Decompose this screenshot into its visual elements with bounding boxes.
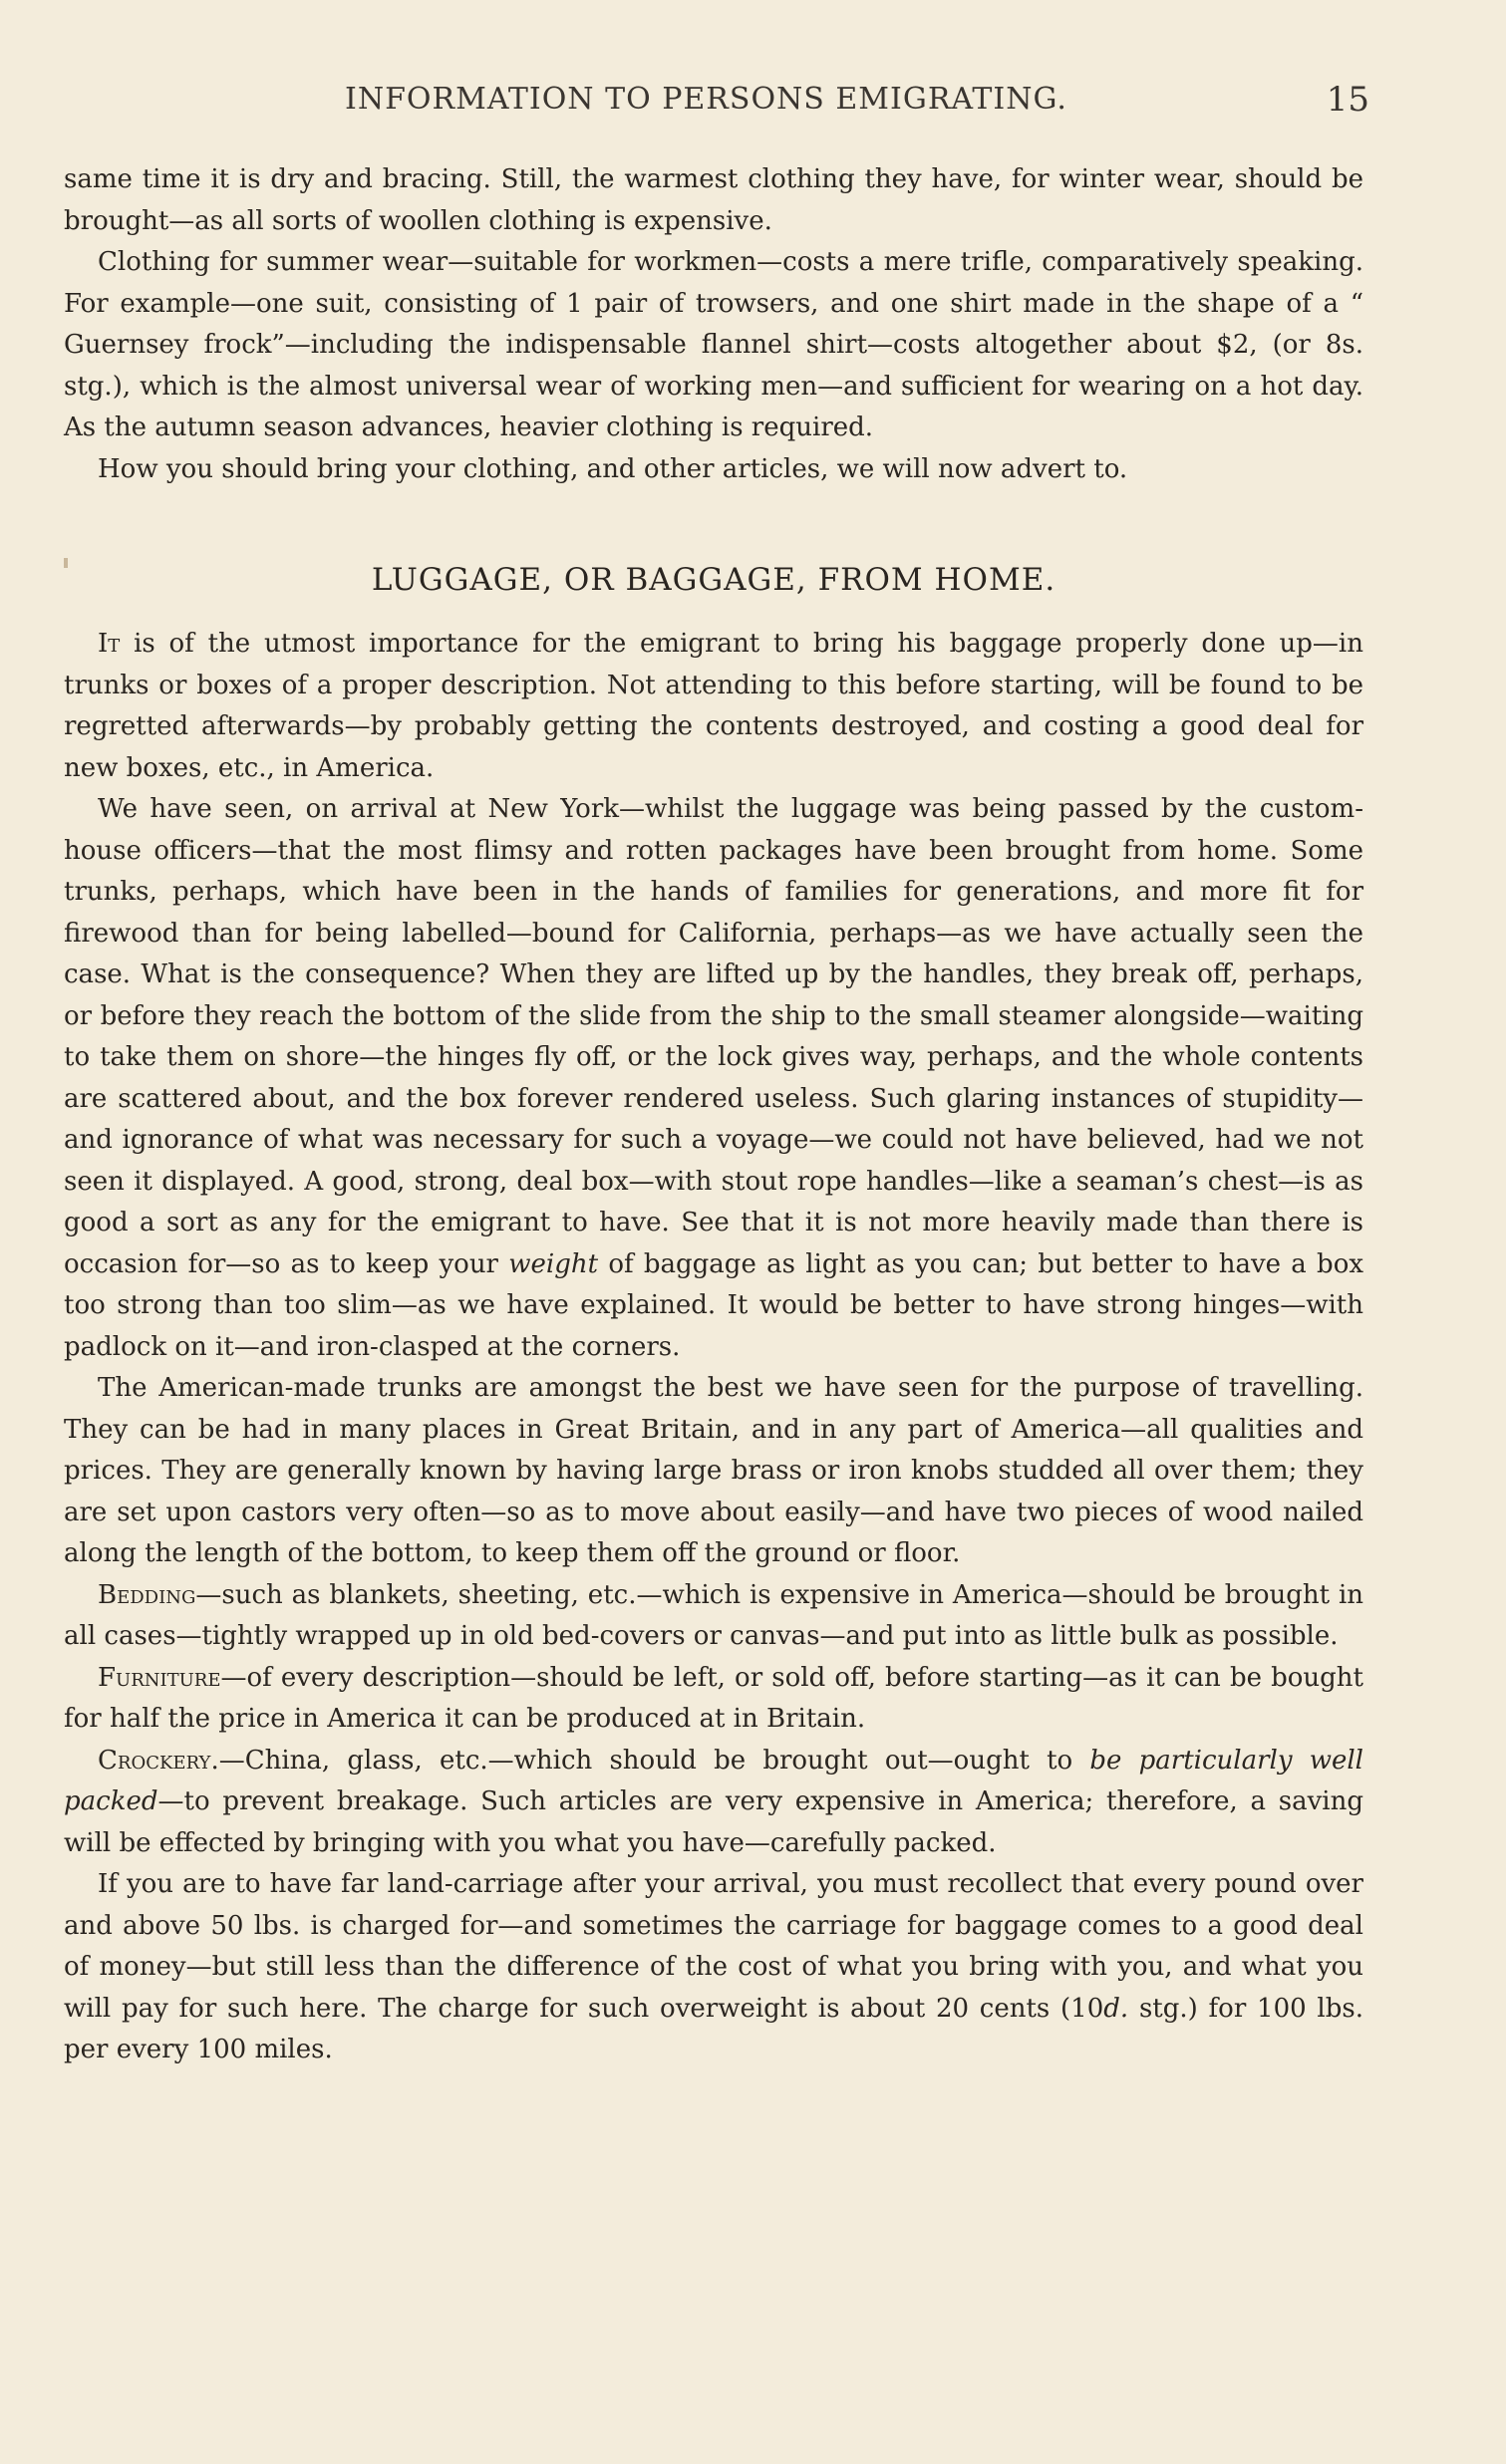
- emphasis-text: be particularly well packed: [64, 1745, 1363, 1816]
- book-page: [64, 0, 1369, 2464]
- paragraph-furniture: [64, 1658, 1363, 1741]
- emphasis-text: weight: [508, 1248, 599, 1279]
- lead-word: Furniture: [98, 1662, 221, 1693]
- page-number: 15: [1326, 80, 1369, 120]
- running-title: INFORMATION TO PERSONS EMIGRATING.: [345, 82, 1067, 117]
- paragraph-text: —China, glass, etc.—which should be brought out—ought to: [218, 1745, 1090, 1776]
- paragraph-text: stg.) for 100 lbs. per every 100 miles.: [64, 1993, 1363, 2064]
- paragraph-clothing-transition: How you should bring your clothing, and other articles, we will now advert to.: [98, 453, 1128, 484]
- section-heading: LUGGAGE, OR BAGGAGE, FROM HOME.: [371, 562, 1056, 598]
- paragraph-text: is of the utmost importance for the emigrant to bring his baggage properly done up—in trunks or boxes of a proper description. Not attending to this before starting, will be found to be regretted afterwards—by probably getting the contents destroyed, and costing a good deal for new boxes, etc., in America.: [64, 629, 1363, 783]
- paragraph-bedding: [64, 1575, 1363, 1658]
- lead-word: It: [98, 629, 121, 659]
- paragraph-text: —to prevent breakage. Such articles are very expensive in America; therefore, a saving will be effected by bringing with you what you have—carefully packed.: [64, 1786, 1363, 1858]
- running-head: [64, 80, 1369, 132]
- paragraph-land-carriage: [64, 1864, 1363, 2071]
- paragraph-text: We have seen, on arrival at New York—whilst the luggage was being passed by the custom-house officers—that the most flimsy and rotten packages have been brought from home. Some trunks, perhaps, which have been in the hands of families for generations, and more fit for firewood than for being labelled—bound for California, perhaps—as we have actually seen the case. What is the consequence? When they are lifted up by the handles, they break off, perhaps, or before they reach the bottom of the slide from the ship to the small steamer alongside—waiting to take them on shore—the hinges fly off, or the lock gives way, perhaps, and the whole contents are scattered about, and the box forever rendered useless. Such glaring instances of stupidity—and ignorance of what was necessary for such a voyage—we could not have believed, had we not seen it displayed. A good, strong, deal box—with stout rope handles—like a seaman’s chest—is as good a sort as any for the emigrant to have. See that it is not more heavily made than there is occasion for—so as to keep your: [64, 794, 1363, 1279]
- paragraph-text: If you are to have far land-carriage after your arrival, you must recollect that every pound over and above 50 lbs. is charged for—and sometimes the carriage for baggage comes to a good deal of money—but still less than the difference of the cost of what you bring with you, and what you will pay for such here. The charge for such overweight is about 20 cents (10: [64, 1869, 1363, 2024]
- paragraph-text: of baggage as light as you can; but better to have a box too strong than too slim—as we have explained. It would be better to have strong hinges—with padlock on it—and iron-clasped at the corners.: [64, 1248, 1364, 1362]
- paragraph-continued: same time it is dry and bracing. Still, the warmest clothing they have, for winter wear, should be brought—as all sorts of woollen clothing is expensive.: [64, 164, 1363, 236]
- paragraph-new-york: [64, 789, 1363, 1368]
- paragraph-clothing-summer: Clothing for summer wear—suitable for workmen—costs a mere trifle, comparatively speaking. For example—one suit, consisting of 1 pair of trowsers, and one shirt made in the shape of a “ Guernsey frock”—including the indispensable flannel shirt—costs altogether about $2, (or 8s. stg.), which is the almost universal wear of working men—and sufficient for wearing on a hot day. As the autumn season advances, heavier clothing is required.: [64, 247, 1363, 442]
- paragraph-american-trunks: The American-made trunks are amongst the best we have seen for the purpose of travelling. They can be had in many places in Great Britain, and in any part of America—all qualities and prices. They are generally known by having large brass or iron knobs studded all over them; they are set upon castors very often—so as to move about easily—and have two pieces of wood nailed along the length of the bottom, to keep them off the ground or floor.: [64, 1373, 1363, 1568]
- emphasis-text: d.: [1103, 1993, 1129, 2024]
- paragraph-crockery: [64, 1741, 1363, 1865]
- paragraph-luggage-intro: [64, 624, 1363, 789]
- paragraph-text: —of every description—should be left, or sold off, before starting—as it can be bought for half the price in America it can be produced at in Britain.: [64, 1662, 1363, 1734]
- lead-word: Bedding: [98, 1579, 196, 1610]
- body-text: [64, 159, 1363, 2071]
- paragraph-text: —such as blankets, sheeting, etc.—which is expensive in America—should be brought in all cases—tightly wrapped up in old bed-covers or canvas—and put into as little bulk as possible.: [64, 1579, 1363, 1651]
- lead-word: Crockery.: [98, 1745, 219, 1776]
